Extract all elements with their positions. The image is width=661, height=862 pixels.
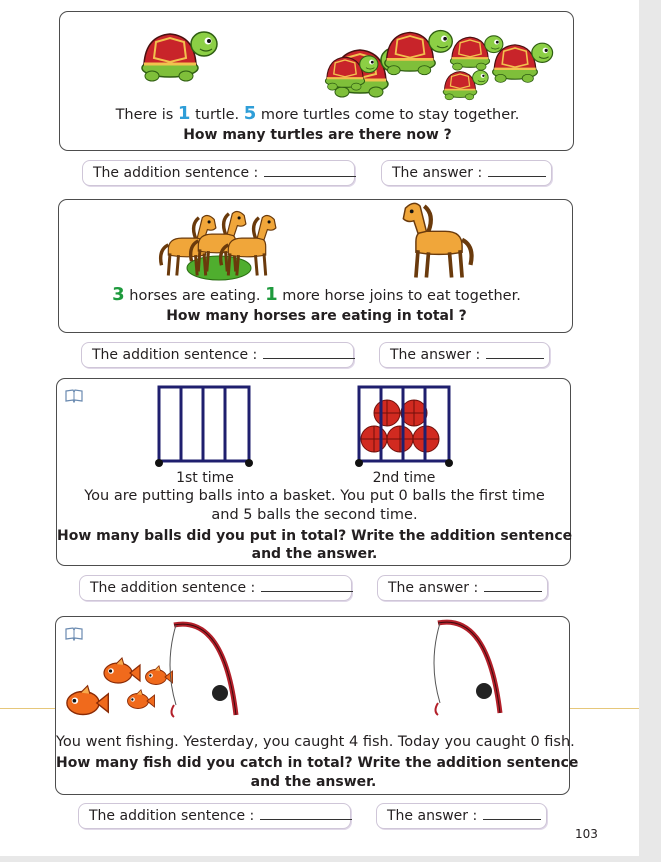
horse-illustration (59, 200, 574, 288)
problem-1-number-1: 1 (177, 103, 191, 124)
problem-3-story-line-2: and 5 balls the second time. (211, 507, 418, 523)
problem-3-story-line-1: You are putting balls into a basket. You put 0 balls the first time (84, 488, 545, 504)
problem-1-answer-field[interactable]: The answer : (381, 160, 552, 186)
problem-2-card (58, 199, 573, 333)
problem-3-card (56, 378, 571, 566)
fishing-illustration-yesterday (56, 617, 286, 729)
problem-2-story: 3 horses are eating. 1 more horse joins to eat together. (112, 284, 521, 305)
problem-1-addition-field[interactable]: The addition sentence : (82, 160, 355, 186)
problem-3-answer-field[interactable]: The answer : (377, 575, 548, 601)
problem-2-addition-field[interactable]: The addition sentence : (81, 342, 354, 368)
turtle-illustration (60, 12, 575, 102)
problem-3-question-line-1: How many balls did you put in total? Write the addition sentence (57, 528, 573, 544)
problem-3-question-line-2: and the answer. (251, 546, 378, 562)
page-edge-bottom (0, 856, 661, 862)
caption-first-time: 1st time (176, 470, 234, 486)
problem-1-question: How many turtles are there now ? (183, 127, 452, 143)
problem-4-card (55, 616, 579, 795)
page-edge (639, 0, 661, 862)
problem-2-question: How many horses are eating in total ? (166, 308, 467, 324)
problem-2-number-2: 1 (265, 284, 278, 305)
problem-3-addition-field[interactable]: The addition sentence : (79, 575, 352, 601)
problem-2-answer-field[interactable]: The answer : (379, 342, 550, 368)
problem-4-story: You went fishing. Yesterday, you caught 4 fish. Today you caught 0 fish. (56, 734, 575, 750)
book-icon (65, 389, 83, 403)
basket-first-time (152, 383, 256, 469)
problem-2-number-1: 3 (112, 284, 125, 305)
problem-4-question-line-2: and the answer. (250, 774, 377, 790)
caption-second-time: 2nd time (372, 470, 436, 486)
problem-4-answer-field[interactable]: The answer : (376, 803, 547, 829)
fishing-illustration-today (426, 617, 546, 729)
page-number: 103 (575, 827, 598, 841)
problem-1-card (59, 11, 574, 151)
problem-4-addition-field[interactable]: The addition sentence : (78, 803, 351, 829)
basket-second-time (352, 383, 456, 469)
problem-1-number-2: 5 (243, 103, 257, 124)
problem-4-question-line-1: How many fish did you catch in total? Write the addition sentence (56, 755, 579, 771)
problem-1-story: There is 1 turtle. 5 more turtles come to stay together. (115, 103, 520, 124)
